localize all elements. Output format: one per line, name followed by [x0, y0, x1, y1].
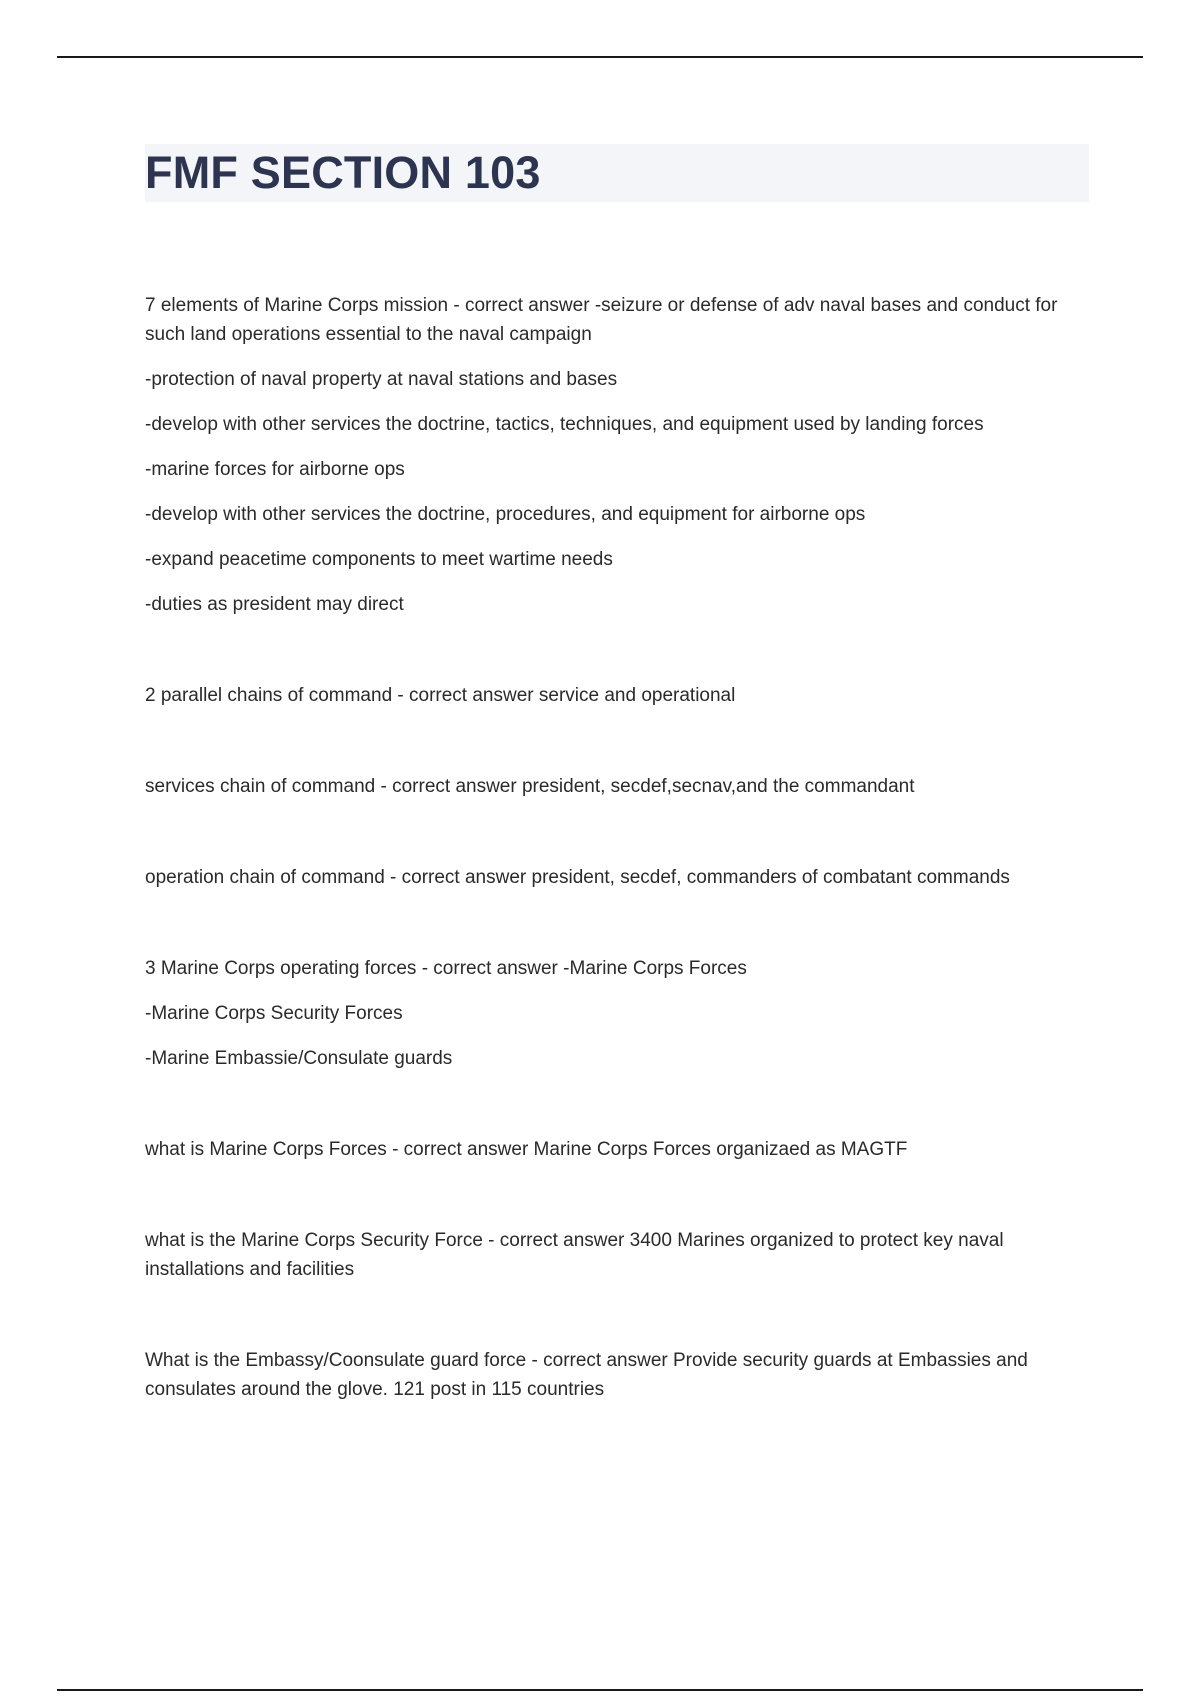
entry-operating-forces: [145, 954, 1089, 1073]
entry-embassy-guard: [145, 1346, 1089, 1404]
entry-text: what is the Marine Corps Security Force - correct answer 3400 Marines organized to protect key naval installations and facilities: [145, 1230, 1004, 1280]
entry-security-force: [145, 1226, 1089, 1284]
entry-text: -marine forces for airborne ops: [145, 459, 405, 480]
entry-text: 2 parallel chains of command - correct answer service and operational: [145, 685, 736, 706]
entry-text: what is Marine Corps Forces - correct answer Marine Corps Forces organizaed as MAGTF: [145, 1139, 908, 1160]
entry-text: -develop with other services the doctrine, tactics, techniques, and equipment used by landing forces: [145, 414, 984, 435]
entry-services-chain: [145, 772, 1089, 801]
entry-operation-chain: [145, 863, 1089, 892]
entry-text: 7 elements of Marine Corps mission - correct answer -seizure or defense of adv naval bases and conduct for such land operations essential to the naval campaign: [145, 295, 1058, 345]
entry-text: services chain of command - correct answer president, secdef,secnav,and the commandant: [145, 776, 915, 797]
entry-text: -expand peacetime components to meet wartime needs: [145, 549, 613, 570]
entry-text: -Marine Corps Security Forces: [145, 1003, 403, 1024]
entry-marine-corps-forces: [145, 1135, 1089, 1164]
entry-text: What is the Embassy/Coonsulate guard force - correct answer Provide security guards at Embassies and consulates around the glove. 121 post in 115 countries: [145, 1350, 1028, 1400]
document-body: [145, 291, 1089, 1404]
top-divider: [57, 56, 1143, 58]
entry-parallel-chains: [145, 681, 1089, 710]
entry-text: -protection of naval property at naval stations and bases: [145, 369, 618, 390]
bottom-divider: [57, 1689, 1143, 1691]
entry-text: operation chain of command - correct answer president, secdef, commanders of combatant commands: [145, 867, 1010, 888]
entry-text: -duties as president may direct: [145, 594, 404, 615]
entry-text: -Marine Embassie/Consulate guards: [145, 1048, 453, 1069]
document-title: FMF SECTION 103: [145, 147, 541, 198]
entry-marine-corps-mission: [145, 291, 1089, 619]
entry-text: 3 Marine Corps operating forces - correct answer -Marine Corps Forces: [145, 958, 747, 979]
entry-text: -develop with other services the doctrine, procedures, and equipment for airborne ops: [145, 504, 866, 525]
